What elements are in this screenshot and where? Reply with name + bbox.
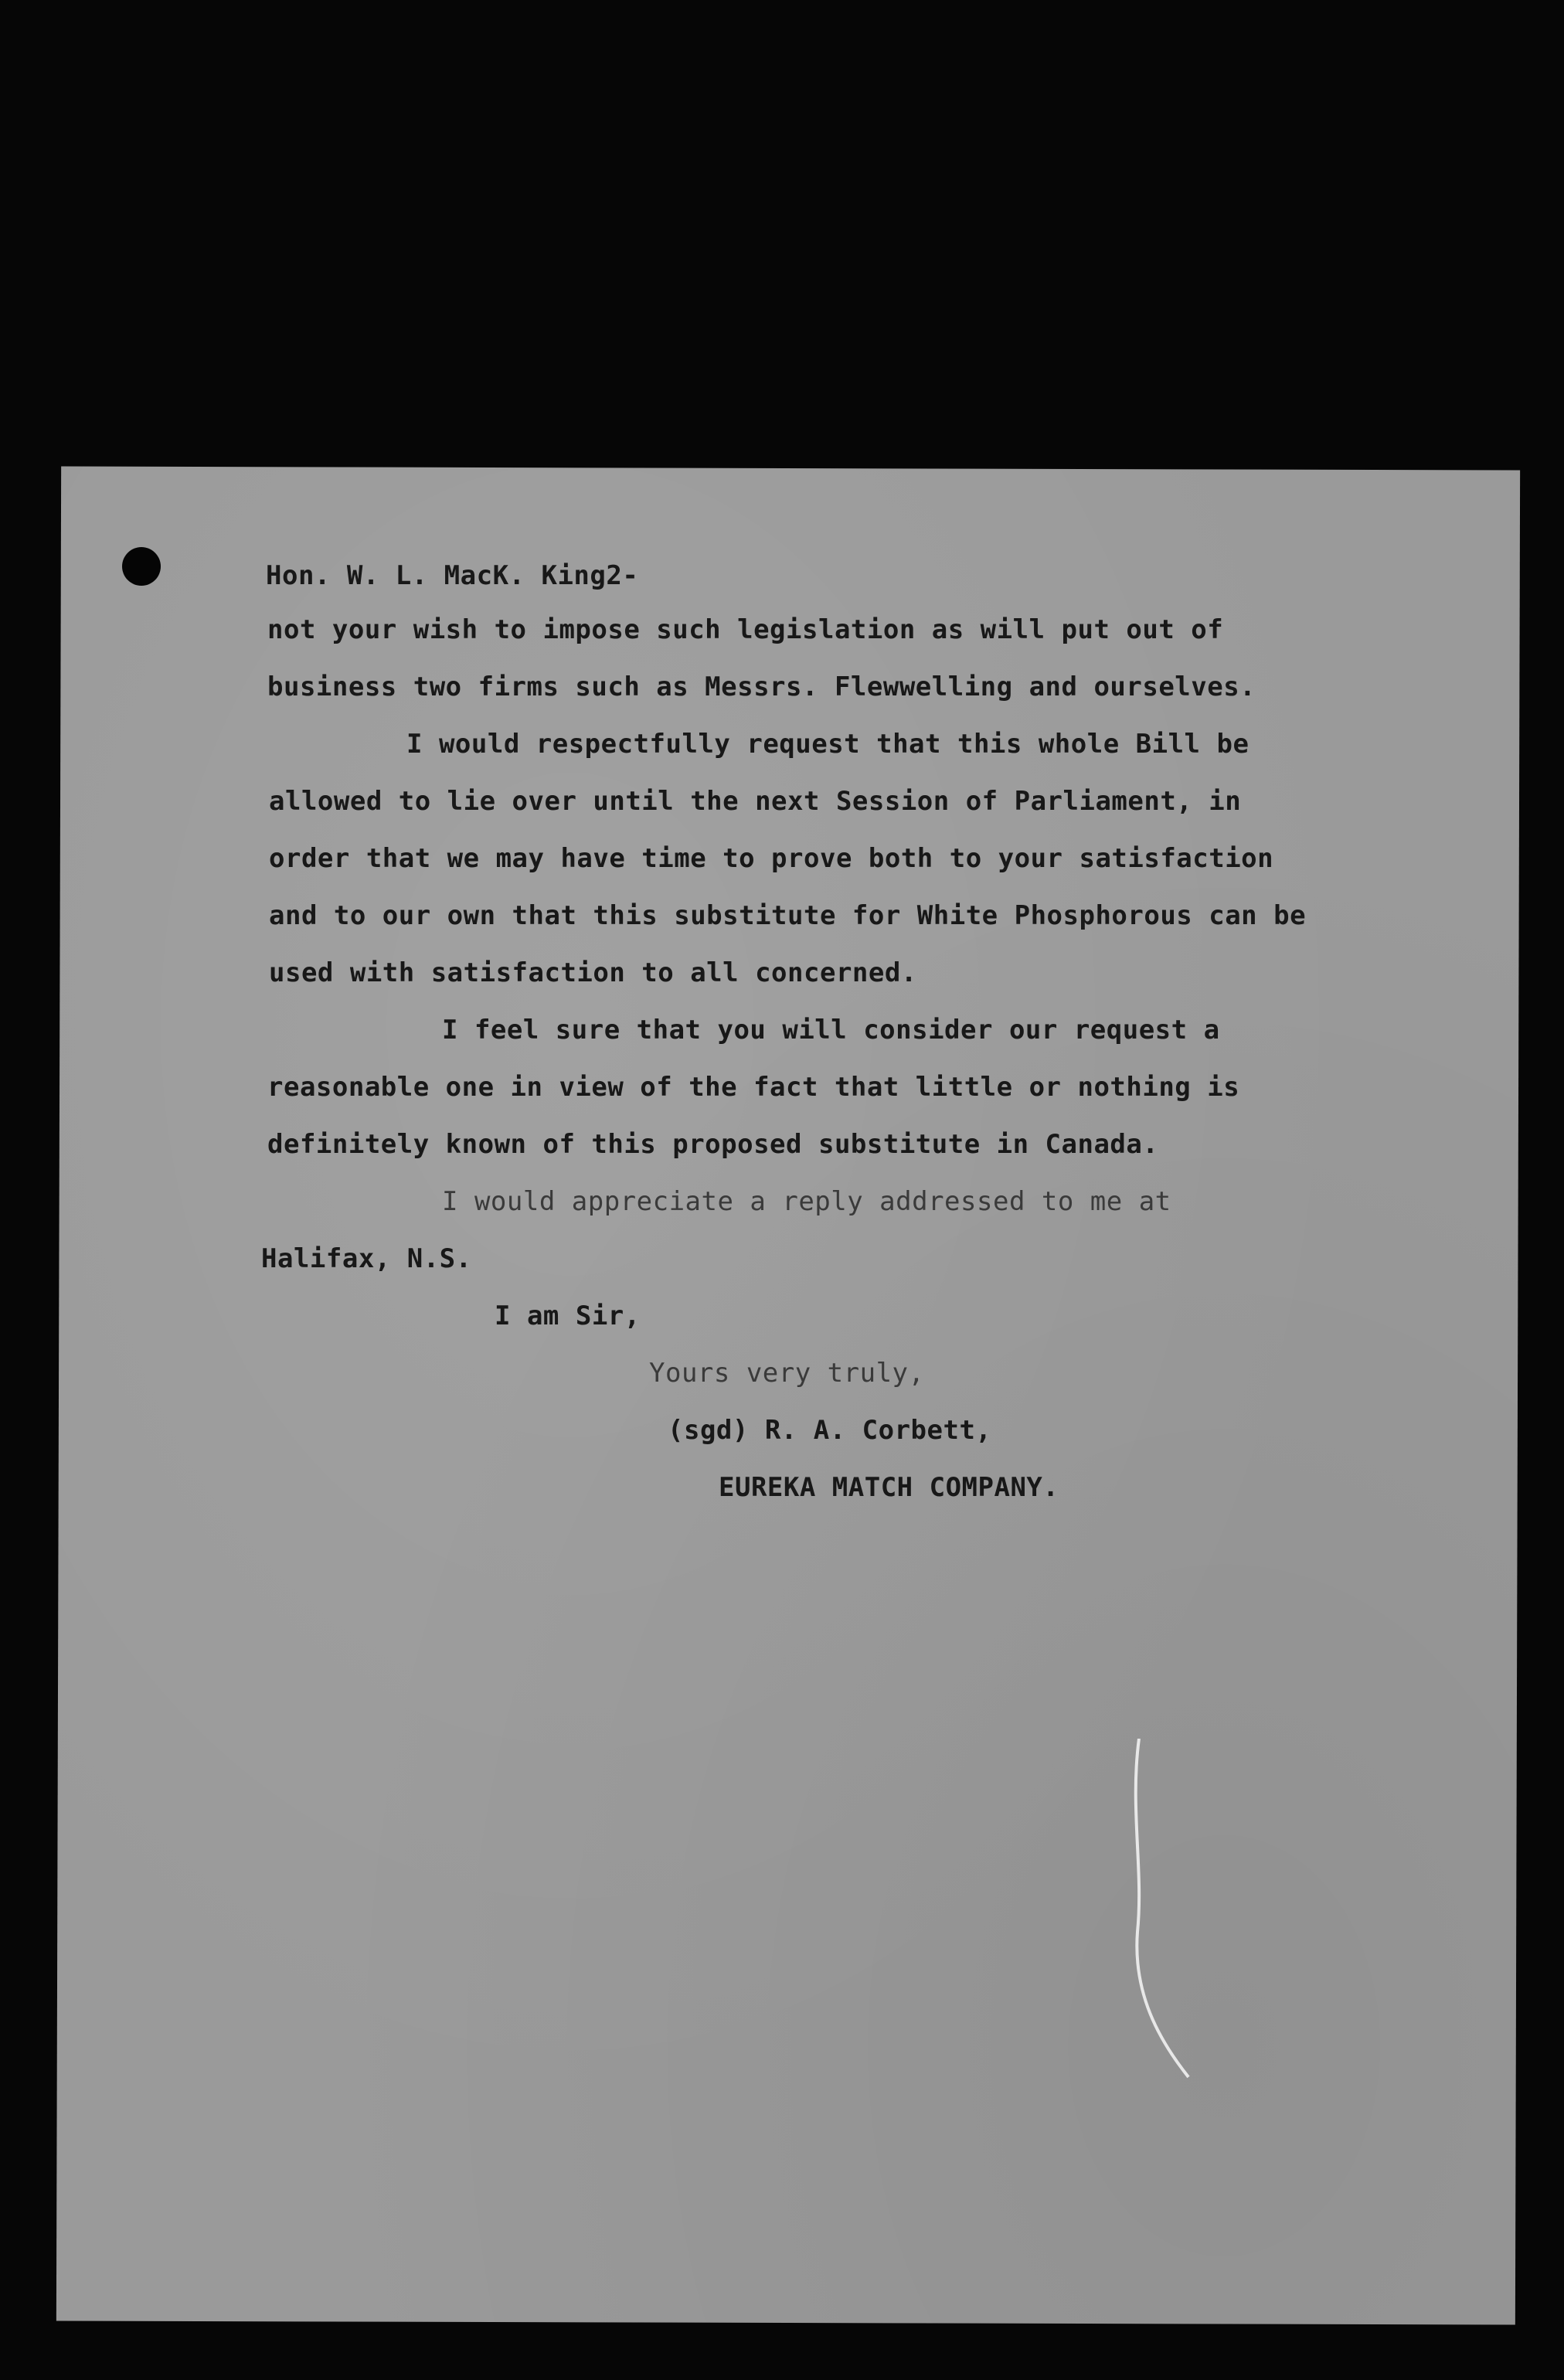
recipient-heading: Hon. W. L. MacK. King2- (266, 560, 639, 591)
body-line-7: used with satisfaction to all concerned. (269, 957, 917, 988)
body-line-9: reasonable one in view of the fact that little or nothing is (267, 1072, 1240, 1103)
body-line-12: Halifax, N.S. (261, 1243, 472, 1274)
salutation: I am Sir, (495, 1300, 641, 1331)
body-line-5: order that we may have time to prove both to your satisfaction (269, 843, 1274, 874)
body-line-8: I feel sure that you will consider our request a (442, 1015, 1220, 1046)
body-line-11: I would appreciate a reply addressed to me at (442, 1186, 1171, 1217)
body-line-1: not your wish to impose such legislation as will put out of (267, 614, 1224, 645)
punch-hole (122, 547, 161, 586)
body-line-6: and to our own that this substitute for White Phosphorous can be (269, 900, 1307, 931)
closing: Yours very truly, (649, 1358, 925, 1389)
body-line-3: I would respectfully request that this whole Bill be (406, 729, 1250, 760)
body-line-4: allowed to lie over until the next Session of Parliament, in (269, 786, 1242, 817)
company-name: EUREKA MATCH COMPANY. (719, 1472, 1059, 1503)
signature: (sgd) R. A. Corbett, (668, 1415, 992, 1446)
paper-crease (1128, 1739, 1221, 2079)
body-line-10: definitely known of this proposed substitute in Canada. (267, 1129, 1159, 1160)
body-line-2: business two firms such as Messrs. Flewwelling and ourselves. (267, 672, 1256, 702)
